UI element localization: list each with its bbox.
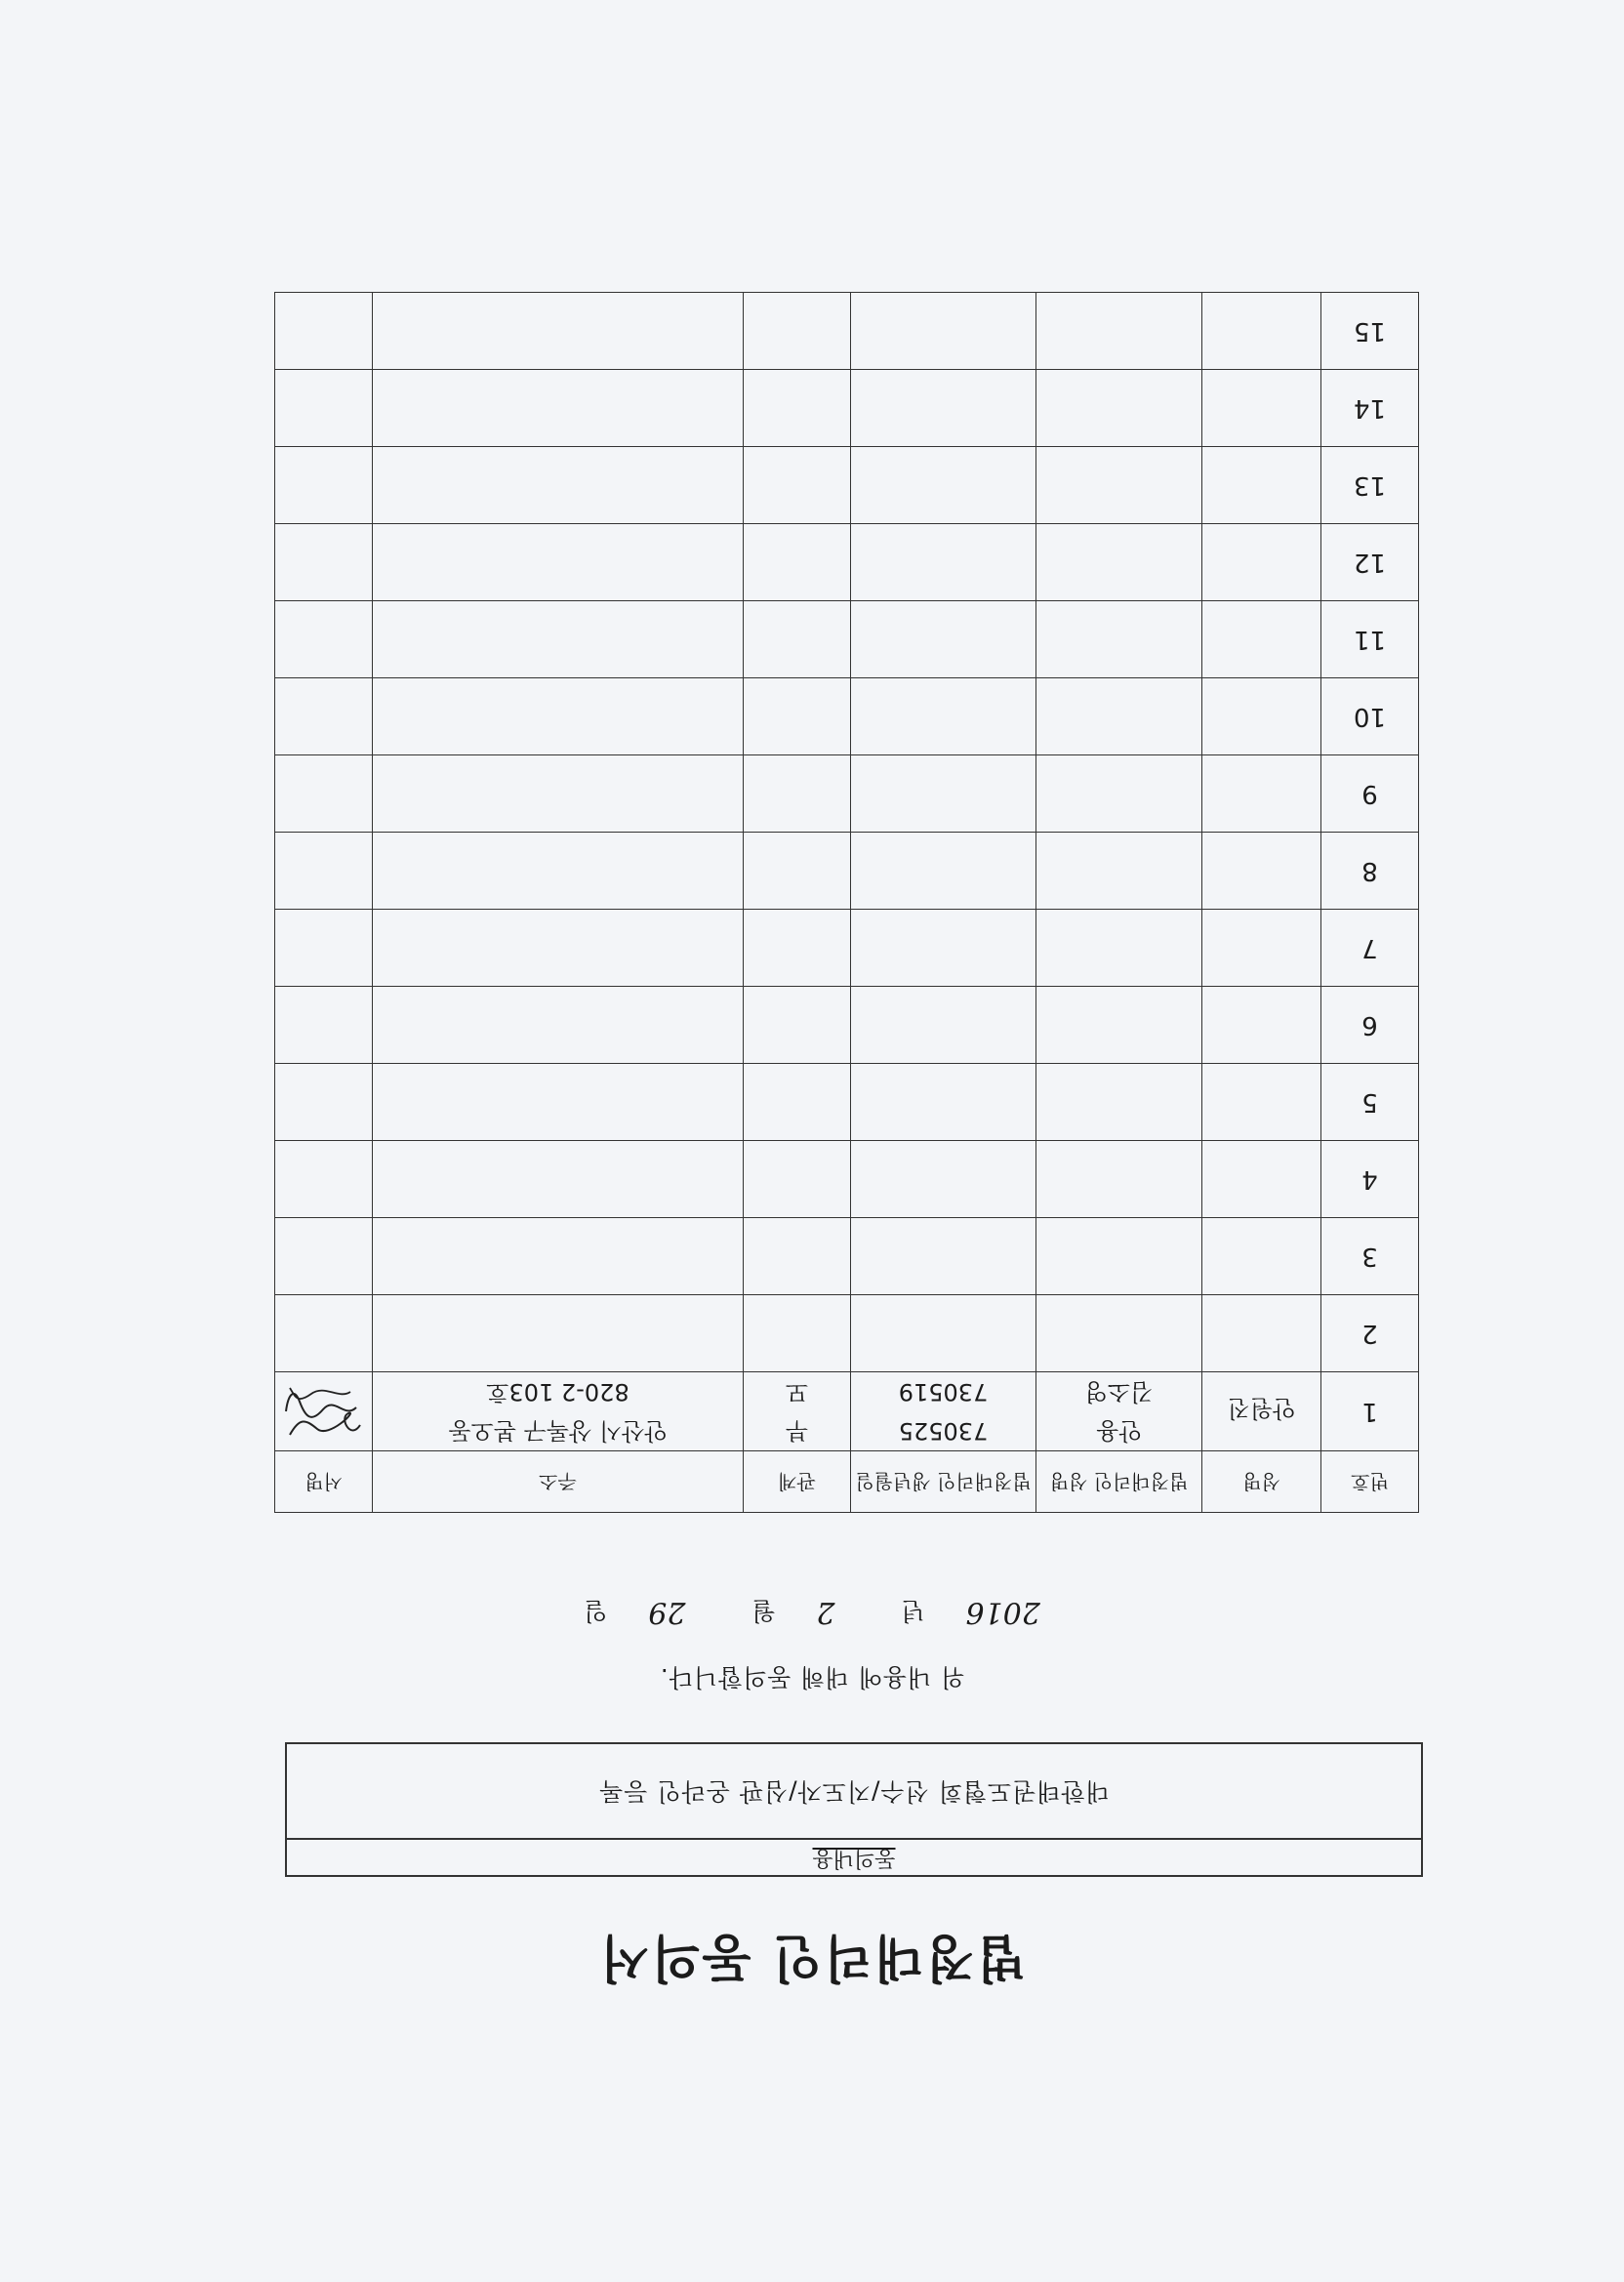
- cell-number: 9: [1321, 755, 1419, 833]
- cell-number: 14: [1321, 370, 1419, 447]
- cell-name: [1202, 293, 1321, 370]
- table-row: [275, 1064, 1419, 1141]
- cell-signature: [275, 1064, 373, 1141]
- header-address: 주소: [373, 1451, 744, 1513]
- cell-address: [373, 1372, 744, 1451]
- address-line-1: 안산시 상록구 본오동: [448, 1417, 668, 1445]
- table-row: [275, 293, 1419, 370]
- date-day: 29: [648, 1595, 686, 1629]
- table-row: [275, 601, 1419, 678]
- date-line: [0, 1595, 1624, 1630]
- header-name: 성명: [1202, 1451, 1321, 1513]
- cell-guardian-birth: [851, 1295, 1036, 1372]
- cell-signature: [275, 910, 373, 987]
- cell-address: [373, 833, 744, 910]
- cell-relation: [744, 678, 851, 755]
- cell-name: [1202, 601, 1321, 678]
- consent-header: [287, 1838, 1421, 1875]
- cell-signature: [275, 447, 373, 524]
- cell-guardian-name: [1036, 1372, 1202, 1451]
- table-header-row: [275, 1451, 1419, 1513]
- cell-name: [1202, 1064, 1321, 1141]
- cell-relation: [744, 370, 851, 447]
- consent-box: [285, 1742, 1423, 1877]
- header-guardian-name: 법정대리인 성명: [1036, 1451, 1202, 1513]
- cell-signature: [275, 1218, 373, 1295]
- cell-number: 8: [1321, 833, 1419, 910]
- table-row: [275, 987, 1419, 1064]
- cell-relation: [744, 910, 851, 987]
- cell-guardian-birth: [851, 755, 1036, 833]
- cell-guardian-birth: [851, 370, 1036, 447]
- cell-number: 12: [1321, 524, 1419, 601]
- cell-address: [373, 447, 744, 524]
- cell-address: [373, 1141, 744, 1218]
- cell-name: [1202, 987, 1321, 1064]
- agree-statement: 위 내용에 대해 동의합니다.: [659, 1663, 965, 1691]
- relation-mother: 모: [785, 1378, 809, 1406]
- cell-number: 10: [1321, 678, 1419, 755]
- cell-number: 1: [1321, 1372, 1419, 1451]
- cell-guardian-name: [1036, 910, 1202, 987]
- cell-guardian-birth: [851, 678, 1036, 755]
- cell-signature: [275, 1295, 373, 1372]
- cell-relation: [744, 1218, 851, 1295]
- cell-number: 7: [1321, 910, 1419, 987]
- cell-signature: [275, 678, 373, 755]
- cell-guardian-birth: [851, 1064, 1036, 1141]
- document-title: 법정대리인 동의서: [598, 1928, 1026, 1986]
- table-row: [275, 755, 1419, 833]
- cell-guardian-birth: [851, 447, 1036, 524]
- cell-guardian-name: [1036, 755, 1202, 833]
- header-guardian-birth: 법정대리인 생년월일: [851, 1451, 1036, 1513]
- cell-name: [1202, 833, 1321, 910]
- cell-guardian-name: [1036, 987, 1202, 1064]
- guardian-name-mother: 김소영: [1084, 1378, 1154, 1406]
- guardian-name-father: 안용: [1096, 1417, 1142, 1445]
- guardian-birth-mother: 730519: [898, 1378, 989, 1406]
- cell-address: [373, 293, 744, 370]
- cell-name: [1202, 910, 1321, 987]
- cell-signature: [275, 987, 373, 1064]
- cell-name: [1202, 1218, 1321, 1295]
- cell-address: [373, 1295, 744, 1372]
- cell-guardian-name: [1036, 293, 1202, 370]
- consent-text: 대한태권도협회 선수/지도자/심판 온라인 등록: [598, 1777, 1110, 1806]
- cell-number: 5: [1321, 1064, 1419, 1141]
- cell-guardian-name: [1036, 370, 1202, 447]
- cell-name: [1202, 755, 1321, 833]
- header-relation: 관계: [744, 1451, 851, 1513]
- cell-guardian-name: [1036, 524, 1202, 601]
- handwritten-signature: [280, 1378, 368, 1447]
- table-row: [275, 833, 1419, 910]
- cell-relation: [744, 524, 851, 601]
- cell-number: 15: [1321, 293, 1419, 370]
- cell-relation: [744, 447, 851, 524]
- cell-guardian-birth: [851, 987, 1036, 1064]
- cell-guardian-birth: [851, 293, 1036, 370]
- cell-guardian-birth: [851, 524, 1036, 601]
- cell-address: [373, 755, 744, 833]
- cell-name: [1202, 1141, 1321, 1218]
- cell-address: [373, 910, 744, 987]
- cell-name: 안원진: [1202, 1372, 1321, 1451]
- table-row: [275, 678, 1419, 755]
- relation-father: 부: [785, 1417, 809, 1445]
- cell-relation: [744, 755, 851, 833]
- cell-address: [373, 601, 744, 678]
- cell-address: [373, 987, 744, 1064]
- cell-relation: [744, 1372, 851, 1451]
- table-row: [275, 1141, 1419, 1218]
- table-row: [275, 370, 1419, 447]
- cell-number: 3: [1321, 1218, 1419, 1295]
- cell-signature: [275, 524, 373, 601]
- table-row: [275, 1372, 1419, 1451]
- table-row: [275, 447, 1419, 524]
- cell-guardian-name: [1036, 1218, 1202, 1295]
- cell-guardian-name: [1036, 678, 1202, 755]
- cell-guardian-birth: [851, 833, 1036, 910]
- cell-relation: [744, 1295, 851, 1372]
- cell-signature: [275, 1141, 373, 1218]
- cell-guardian-birth: [851, 601, 1036, 678]
- table-row: [275, 524, 1419, 601]
- guardian-table: [274, 292, 1419, 1513]
- cell-guardian-name: [1036, 601, 1202, 678]
- cell-relation: [744, 1141, 851, 1218]
- cell-signature: [275, 1372, 373, 1451]
- cell-name: [1202, 678, 1321, 755]
- cell-signature: [275, 293, 373, 370]
- header-signature: 서명: [275, 1451, 373, 1513]
- cell-name: [1202, 1295, 1321, 1372]
- cell-relation: [744, 1064, 851, 1141]
- table-row: [275, 910, 1419, 987]
- cell-number: 13: [1321, 447, 1419, 524]
- cell-number: 11: [1321, 601, 1419, 678]
- cell-relation: [744, 833, 851, 910]
- date-day-unit: 일: [584, 1597, 608, 1625]
- cell-name: [1202, 447, 1321, 524]
- date-year-unit: 년: [901, 1597, 925, 1625]
- cell-guardian-name: [1036, 1141, 1202, 1218]
- cell-relation: [744, 601, 851, 678]
- cell-signature: [275, 601, 373, 678]
- cell-name: [1202, 524, 1321, 601]
- cell-signature: [275, 370, 373, 447]
- address-line-2: 820-2 103호: [486, 1378, 629, 1406]
- consent-header-label: 동의내용: [812, 1846, 896, 1870]
- cell-number: 6: [1321, 987, 1419, 1064]
- date-year: 2016: [965, 1595, 1040, 1629]
- cell-address: [373, 1218, 744, 1295]
- cell-guardian-birth: [851, 910, 1036, 987]
- cell-guardian-birth: [851, 1372, 1036, 1451]
- cell-guardian-name: [1036, 447, 1202, 524]
- cell-guardian-name: [1036, 833, 1202, 910]
- cell-guardian-name: [1036, 1064, 1202, 1141]
- cell-name: [1202, 370, 1321, 447]
- cell-guardian-birth: [851, 1141, 1036, 1218]
- cell-address: [373, 1064, 744, 1141]
- header-number: 번호: [1321, 1451, 1419, 1513]
- cell-number: 4: [1321, 1141, 1419, 1218]
- date-month-unit: 월: [751, 1597, 776, 1625]
- cell-guardian-birth: [851, 1218, 1036, 1295]
- cell-guardian-name: [1036, 1295, 1202, 1372]
- cell-signature: [275, 755, 373, 833]
- cell-number: 2: [1321, 1295, 1419, 1372]
- cell-relation: [744, 293, 851, 370]
- table-row: [275, 1295, 1419, 1372]
- cell-relation: [744, 987, 851, 1064]
- guardian-birth-father: 730525: [898, 1417, 989, 1445]
- cell-address: [373, 524, 744, 601]
- cell-address: [373, 678, 744, 755]
- table-row: [275, 1218, 1419, 1295]
- cell-address: [373, 370, 744, 447]
- date-month: 2: [816, 1595, 835, 1629]
- cell-signature: [275, 833, 373, 910]
